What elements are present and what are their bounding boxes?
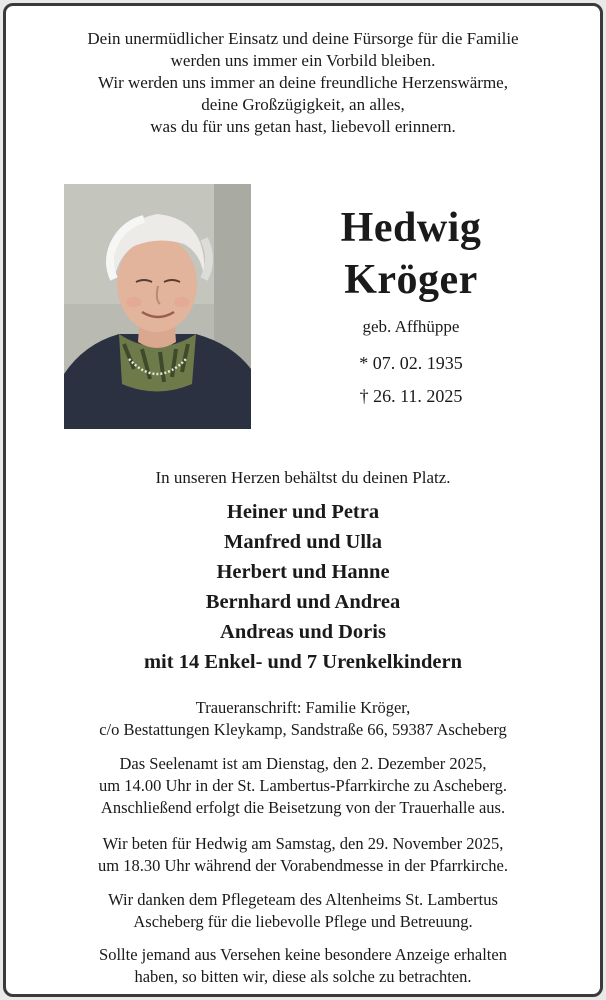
family-member: Herbert und Hanne <box>216 561 390 583</box>
last-name: Kröger <box>344 257 478 303</box>
thanks-line: Ascheberg für die liebevolle Pflege und Betreuung. <box>133 912 473 931</box>
mass-line: um 18.30 Uhr während der Vorabendmesse in der Pfarrkirche. <box>98 856 508 875</box>
thanks-note <box>6 889 600 933</box>
requiem-info <box>6 753 600 819</box>
poem-line: werden uns immer ein Vorbild bleiben. <box>170 51 436 70</box>
thanks-line: Wir danken dem Pflegeteam des Altenheims St. Lambertus <box>108 890 498 909</box>
mass-line: Wir beten für Hedwig am Samstag, den 29. November 2025, <box>102 834 504 853</box>
deceased-info <box>296 202 526 408</box>
evening-mass-info <box>6 833 600 877</box>
address-line: c/o Bestattungen Kleykamp, Sandstraße 66, 59387 Ascheberg <box>99 720 507 739</box>
family-member: Andreas und Doris <box>220 621 386 643</box>
address-line: Traueranschrift: Familie Kröger, <box>195 698 411 717</box>
poem-line: deine Großzügigkeit, an alles, <box>201 95 405 114</box>
portrait-photo <box>64 184 251 429</box>
requiem-line: Anschließend erfolgt die Beisetzung von der Trauerhalle aus. <box>100 798 506 817</box>
requiem-line: Das Seelenamt ist am Dienstag, den 2. Dezember 2025, <box>119 754 487 773</box>
family-member: mit 14 Enkel- und 7 Urenkelkindern <box>143 651 462 673</box>
family-member: Bernhard und Andrea <box>205 591 401 613</box>
family-member: Heiner und Petra <box>226 501 380 523</box>
note-line: Sollte jemand aus Versehen keine besondere Anzeige erhalten <box>99 945 507 964</box>
poem-line: Wir werden uns immer an deine freundliche Herzenswärme, <box>98 73 508 92</box>
birth-date: * 07. 02. 1935 <box>359 353 463 373</box>
requiem-line: um 14.00 Uhr in der St. Lambertus-Pfarrkirche zu Ascheberg. <box>99 776 507 795</box>
tagline: In unseren Herzen behältst du deinen Platz. <box>155 468 451 487</box>
death-date: † 26. 11. 2025 <box>359 386 463 406</box>
memorial-poem <box>6 28 600 138</box>
obituary-card <box>3 3 603 997</box>
family-member: Manfred und Ulla <box>224 531 382 553</box>
mourning-address <box>6 697 600 741</box>
poem-line: Dein unermüdlicher Einsatz und deine Fürsorge für die Familie <box>87 29 519 48</box>
family-list <box>6 497 600 677</box>
closing-note <box>6 944 600 988</box>
poem-line: was du für uns getan hast, liebevoll erinnern. <box>150 117 456 136</box>
first-name: Hedwig <box>340 205 482 251</box>
note-line: haben, so bitten wir, diese als solche zu betrachten. <box>134 967 472 986</box>
birth-name: geb. Affhüppe <box>362 317 460 336</box>
